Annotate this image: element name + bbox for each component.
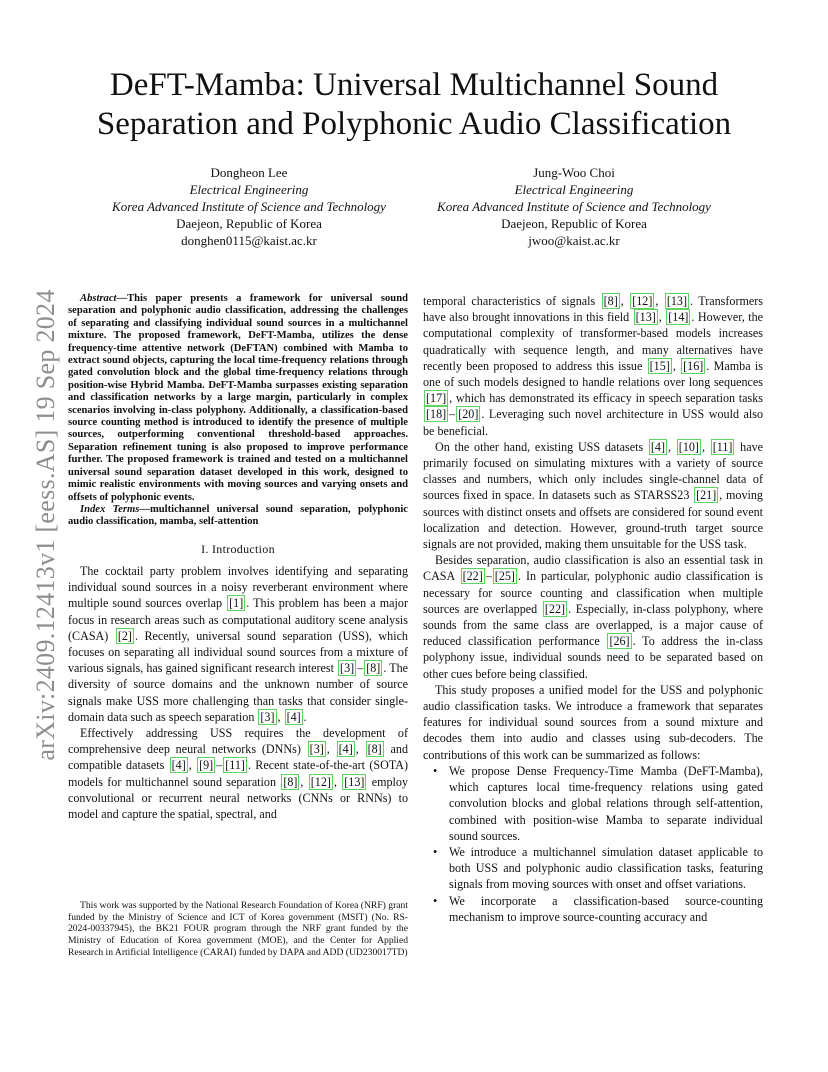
- author-city: Daejeon, Republic of Korea: [176, 216, 322, 231]
- right-paragraph-2: On the other hand, existing USS datasets [4] , [10] , [11] have primarily focused on simulating mixtures with a variety of source classes and numbers, which only includes single-channel data of sources fixed in space. In datasets such as STARSS23 [21] , moving sources with distinct onsets and offsets are considered for sound event localization and detection. However, ground-truth target source signals are not provided, making them unsuitable for the USS task.: [423, 439, 764, 552]
- right-paragraph-4: This study proposes a unified model for the USS and polyphonic audio classification tasks. We introduce a framework that separates features for individual sound sources from a sound mixture and decodes them into audio and classes using sub-decoders. The contributions of this work can be summarized as follows:: [423, 682, 763, 762]
- citation-link[interactable]: [12]: [310, 774, 331, 789]
- citation-link[interactable]: [18]: [426, 407, 447, 422]
- author-department: Electrical Engineering: [189, 182, 309, 197]
- author-institution: Korea Advanced Institute of Science and Technology: [437, 199, 711, 214]
- arxiv-stamp-text: arXiv:2409.12413v1 [eess.AS] 19 Sep 2024: [31, 289, 60, 761]
- abstract-text: —This paper presents a framework for universal sound separation and polyphonic audio classification, addressing the challenges of separating and classifying individual sound sources in a multichannel mixture. The proposed framework, DeFT-Mamba, utilizes the dense frequency-time attentive network (DeFTAN) combined with Mamba to extract sound objects, capturing the local time-frequency relations through gated convolution block and the global time-frequency relations through position-wise Hybrid Mamba. DeFT-Mamba surpasses existing separation and classification networks by a large margin, particularly in complex scenarios involving in-class polyphony. Additionally, a classification-based source counting method is introduced to identify the presence of multiple sources, outperforming conventional threshold-based approaches. Separation refinement tuning is also proposed to improve performance further. The proposed framework is trained and tested on a multichannel universal sound separation dataset developed in this work, designed to mimic realistic environments with moving sources and varying onsets and offsets of polyphonic events.: [68, 293, 408, 503]
- citation-link[interactable]: [13]: [666, 294, 688, 308]
- title-line-2: Separation and Polyphonic Audio Classification: [96, 106, 732, 142]
- abstract-label: Abstract: [80, 293, 117, 304]
- index-terms: [68, 504, 408, 529]
- author-email: jwoo@kaist.ac.kr: [528, 233, 620, 248]
- author-department: Electrical Engineering: [514, 182, 634, 197]
- author-block-2: [404, 164, 744, 249]
- right-column: [423, 293, 763, 925]
- citation-link[interactable]: [17]: [426, 391, 447, 406]
- citation-link[interactable]: [12]: [632, 294, 653, 308]
- citation-link[interactable]: [8]: [366, 661, 381, 676]
- citation-link[interactable]: [10]: [678, 439, 699, 454]
- footnote: This work was supported by the National Research Foundation of Korea (NRF) grant funded by the Ministry of Science and ICT of Korea government (MSIT) (No. RS-2024-00337945), the BK21 FOUR program through the NRF grant funded by the Ministry of Education of Korea government (MOE), and the Center for Applied Research in Artificial Intelligence (CARAI) funded by DAPA and ADD (UD230017TD): [68, 900, 408, 958]
- citation-link[interactable]: [14]: [668, 310, 689, 325]
- bullet-icon: •: [433, 893, 438, 908]
- section-heading: I. Introduction: [201, 541, 275, 556]
- citation-link[interactable]: [13]: [344, 774, 365, 789]
- arxiv-stamp: [24, 275, 68, 775]
- bullet-icon: •: [433, 844, 438, 859]
- list-item: • We incorporate a classification-based source-counting mechanism to improve source-counting accuracy and: [433, 893, 763, 924]
- contributions-list: [423, 763, 763, 925]
- left-column: [68, 293, 408, 822]
- citation-link[interactable]: [16]: [683, 358, 704, 373]
- citation-link[interactable]: [8]: [367, 742, 382, 757]
- citation-link[interactable]: [13]: [635, 310, 656, 325]
- list-item: • We introduce a multichannel simulation dataset applicable to both USS and polyphonic audio classification tasks, featuring signals from moving sources with onset and offset variations.: [433, 844, 763, 892]
- citation-link[interactable]: [4]: [286, 709, 301, 724]
- citation-link[interactable]: [4]: [338, 742, 353, 757]
- citation-link[interactable]: [20]: [458, 407, 479, 422]
- citation-link[interactable]: [22]: [544, 601, 566, 616]
- citation-link[interactable]: [26]: [609, 634, 630, 649]
- index-terms-label: Index Terms: [80, 503, 140, 515]
- index-terms-text: —multichannel universal sound separation, polyphonic audio classification, mamba, self-attention: [68, 503, 408, 528]
- citation-link[interactable]: [8]: [603, 294, 618, 308]
- citation-link[interactable]: [15]: [649, 358, 670, 373]
- citation-link[interactable]: [11]: [225, 758, 245, 773]
- citation-link[interactable]: [11]: [712, 439, 733, 454]
- author-block-1: [79, 164, 419, 249]
- citation-link[interactable]: [8]: [283, 774, 298, 789]
- intro-paragraph-2: Effectively addressing USS requires the development of comprehensive deep neural networks (DNNs) [3] , [4] , [8] and compatible datasets [4] , [9] – [11] . Recent state-of-the-art (SOTA) models for multichannel sound separation [8] , [12] , [13] employ convolutional or recurrent neural networks (CNNs or RNNs) to model and capture the spatial, spectral, and: [68, 725, 409, 821]
- citation-link[interactable]: [21]: [696, 488, 717, 503]
- author-email: donghen0115@kaist.ac.kr: [181, 233, 317, 248]
- citation-link[interactable]: [4]: [650, 439, 666, 454]
- title-line-1: DeFT-Mamba: Universal Multichannel Sound: [109, 67, 719, 103]
- citation-link[interactable]: [3]: [260, 709, 275, 724]
- list-item: • We propose Dense Frequency-Time Mamba (DeFT-Mamba), which captures local time-frequency relations using gated convolution blocks and global relations through self-attention, combined with position-wise Mamba to separate individual sound sources.: [433, 763, 763, 843]
- citation-link[interactable]: [25]: [494, 569, 515, 584]
- author-name: Dongheon Lee: [210, 165, 288, 180]
- author-institution: Korea Advanced Institute of Science and Technology: [112, 199, 386, 214]
- author-name: Jung-Woo Choi: [533, 165, 615, 180]
- citation-link[interactable]: [3]: [340, 661, 355, 676]
- citation-link[interactable]: [3]: [309, 742, 324, 757]
- citation-link[interactable]: [4]: [171, 758, 186, 773]
- right-paragraph-1: temporal characteristics of signals [8] , [12] , [13] . Transformers have also brought innovations in this field [13] , [14] . However, the computational complexity of transformer-based models increases quadratically with sequence length, and many alternatives have recently been proposed to address this issue [15] , [16] . Mamba is one of such models designed to handle relations over long sequences [17] , which has demonstrated its efficacy in speech separation tasks [18] – [20] . Leveraging such novel architecture in USS would also be beneficial.: [423, 294, 763, 438]
- intro-paragraph-1: The cocktail party problem involves identifying and separating individual sound sources in a noisy reverberant environment where multiple sound sources overlap [1] . This problem has been a major focus in research areas such as computational auditory scene analysis (CASA) [2] . Recently, universal sound separation (USS), which focuses on separating all individual sound sources from a mixture of various signals, has gained significant research interest [3] – [8] . The diversity of source domains and the unknown number of source signals make USS more challenging than tasks that consider single-domain data such as speech separation [3] , [4] .: [68, 563, 408, 724]
- paper-title: [60, 66, 768, 144]
- author-city: Daejeon, Republic of Korea: [501, 216, 647, 231]
- abstract: [68, 293, 408, 504]
- right-paragraph-3: Besides separation, audio classification is also an essential task in CASA [22] – [25] . In particular, polyphonic audio classification is necessary for source counting and classification when multiple sources are overlapped [22] . Especially, in-class polyphony, where sounds from the same class are overlapped, is a major cause of reduced classification performance [26] . To address the in-class polyphony issue, individual sounds need to be separated based on other cues before being classified.: [423, 553, 764, 681]
- citation-link[interactable]: [22]: [462, 569, 483, 584]
- citation-link[interactable]: [2]: [117, 628, 132, 643]
- citation-link[interactable]: [1]: [229, 596, 244, 611]
- citation-link[interactable]: [9]: [199, 758, 214, 773]
- bullet-icon: •: [433, 763, 438, 778]
